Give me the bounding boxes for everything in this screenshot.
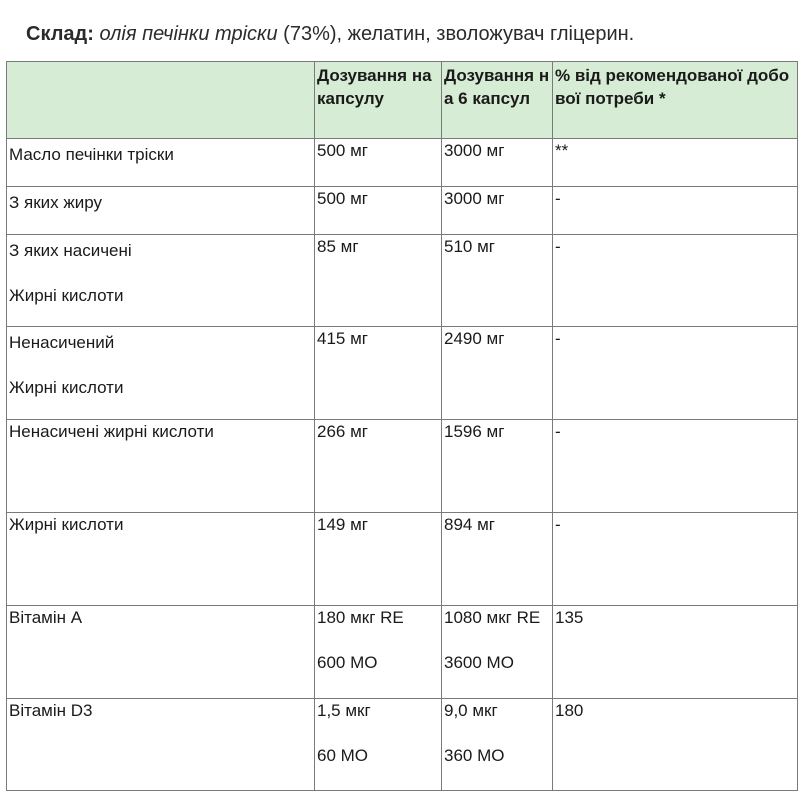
row-name-line: Жирні кислоти (9, 515, 124, 534)
composition-label: Склад: (26, 23, 94, 45)
row-daily-percent: - (553, 420, 798, 513)
row-dose-capsule: 500 мг (315, 187, 442, 235)
row-name (7, 420, 315, 513)
row-name-line: Вітамін D3 (9, 701, 93, 720)
row-dose-capsule-line-2: 60 МО (317, 746, 369, 765)
row-dose-capsule: 149 мг (315, 513, 442, 606)
composition-rest: (73%), желатин, зволожувач гліцерин. (277, 23, 635, 45)
table-row (7, 699, 798, 791)
row-dose-6-capsules: 1596 мг (442, 420, 553, 513)
header-daily-value-percent: % від рекомендованої добової потреби * (553, 62, 798, 139)
row-daily-percent: - (553, 327, 798, 420)
row-name (7, 139, 315, 187)
row-daily-percent: - (553, 513, 798, 606)
row-daily-percent: 135 (553, 606, 798, 699)
row-daily-percent: 180 (553, 699, 798, 791)
row-dose-6-capsules: 3000 мг (442, 187, 553, 235)
row-name (7, 187, 315, 235)
table-header-row (7, 62, 798, 139)
row-dose-6-capsules: 2490 мг (442, 327, 553, 420)
row-dose-capsule-line-1: 180 мкг RE (317, 608, 404, 627)
row-dose-capsule: 500 мг (315, 139, 442, 187)
row-name-line: Вітамін А (9, 608, 83, 627)
row-dose-6-capsules: 894 мг (442, 513, 553, 606)
table-row (7, 420, 798, 513)
header-dose-per-capsule: Дозування на капсулу (315, 62, 442, 139)
row-dose-capsule (315, 699, 442, 791)
row-daily-percent: - (553, 235, 798, 327)
row-daily-percent: - (553, 187, 798, 235)
row-dose-6-line-2: 360 МО (444, 746, 505, 765)
row-name-line-2: Жирні кислоти (9, 378, 124, 397)
row-dose-capsule: 266 мг (315, 420, 442, 513)
header-empty-cell (7, 62, 315, 139)
row-dose-6-capsules: 510 мг (442, 235, 553, 327)
table-row (7, 235, 798, 327)
table-row (7, 187, 798, 235)
row-name (7, 327, 315, 420)
row-dose-6-line-1: 9,0 мкг (444, 701, 498, 720)
header-dose-per-6-capsules: Дозування на 6 капсул (442, 62, 553, 139)
row-dose-capsule (315, 606, 442, 699)
table-row (7, 139, 798, 187)
table-row (7, 327, 798, 420)
row-dose-6-line-1: 1080 мкг RE (444, 608, 541, 627)
row-dose-6-capsules (442, 606, 553, 699)
row-name (7, 513, 315, 606)
row-name-line-2: Жирні кислоти (9, 286, 124, 305)
row-name-line: Ненасичені жирні кислоти (9, 422, 214, 441)
row-name-line: Ненасичений (9, 333, 115, 352)
row-name (7, 699, 315, 791)
row-dose-capsule-line-1: 1,5 мкг (317, 701, 371, 720)
composition-main-ingredient: олія печінки тріски (99, 23, 278, 45)
row-dose-capsule-line-2: 600 МО (317, 653, 378, 672)
row-name-line: Масло печінки тріски (9, 145, 174, 164)
row-dose-capsule: 415 мг (315, 327, 442, 420)
row-dose-6-capsules (442, 699, 553, 791)
table-row (7, 513, 798, 606)
row-name (7, 235, 315, 327)
row-name-line: З яких жиру (9, 193, 102, 212)
table-row (7, 606, 798, 699)
row-daily-percent: ** (553, 139, 798, 187)
row-name-line: З яких насичені (9, 241, 132, 260)
row-dose-6-line-2: 3600 МО (444, 653, 514, 672)
row-dose-capsule: 85 мг (315, 235, 442, 327)
nutrition-table (6, 61, 798, 791)
row-dose-6-capsules: 3000 мг (442, 139, 553, 187)
row-name (7, 606, 315, 699)
composition-line (26, 20, 634, 48)
